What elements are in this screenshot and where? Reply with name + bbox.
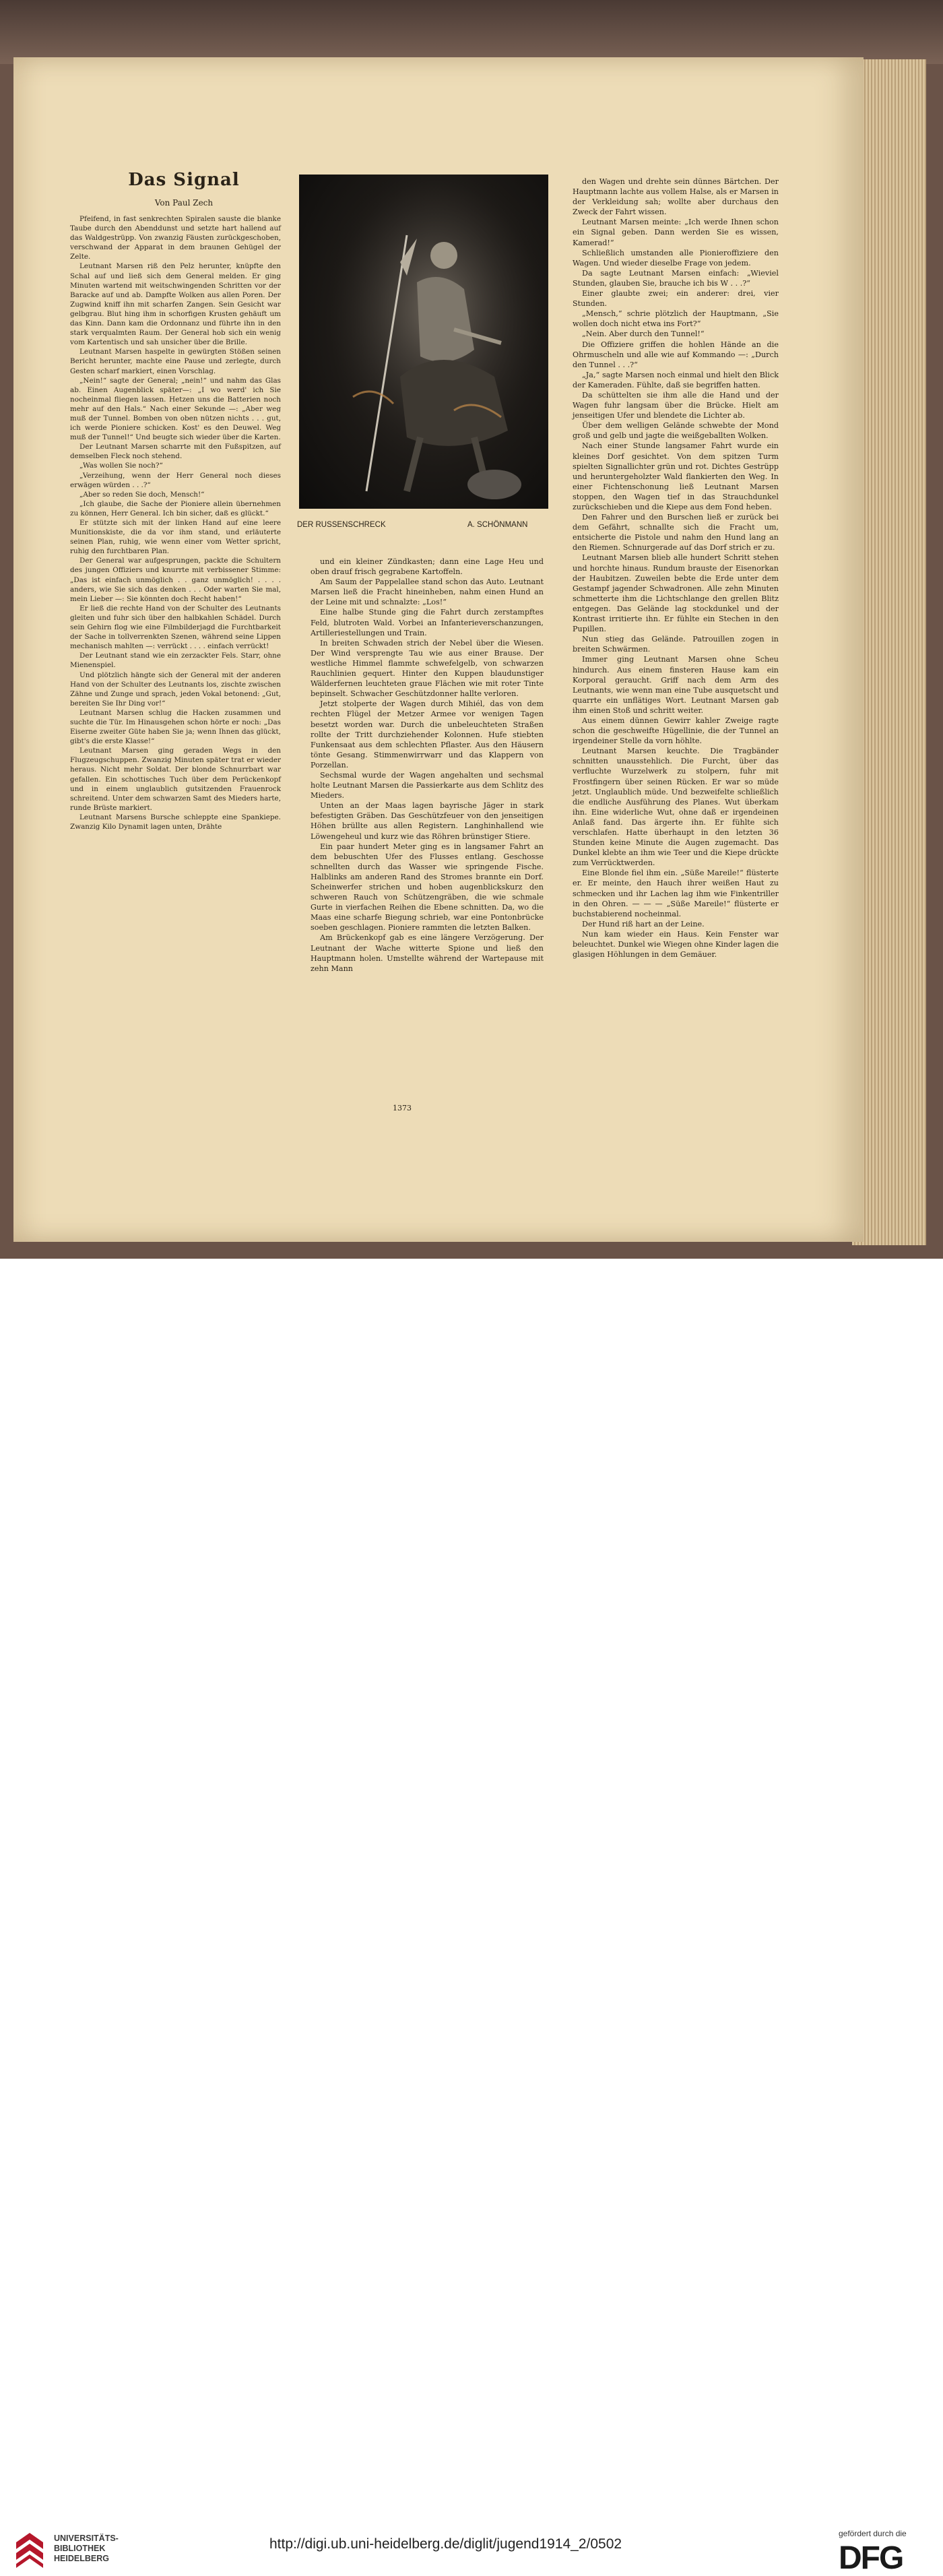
paragraph: Leutnant Marsen haspelte in gewürgten Stößen seinen Bericht herunter, machte eine Pause und zerlegte, durch Gesten scharf markiert, einen Vorschlag. xyxy=(70,348,281,375)
paragraph: Der Leutnant stand wie ein zerzackter Fels. Starr, ohne Mienenspiel. xyxy=(70,652,281,670)
paragraph: Der Hund riß hart an der Leine. xyxy=(582,919,705,929)
paragraph: Leutnant Marsen meinte: „Ich werde Ihnen schon ein Signal geben. Dann werden Sie es wissen, Kamerad!“ xyxy=(573,218,779,247)
book-cover-top xyxy=(0,0,943,64)
paragraph: Jetzt stolperte der Wagen durch Mihiél, das von dem rechten Flügel der Metzer Armee vor wenigen Tagen besetzt worden war. Durch die unbeleuchteten Straßen rollte der Tritt durchziehender Kolonnen. Hufe stiebten Funkensaat aus dem schlechten Pflaster. Aus den Häusern tönte Gesang. Stimmenwirrwarr und das Klappern von Porzellan. xyxy=(311,699,544,769)
paragraph: Eine halbe Stunde ging die Fahrt durch zerstampftes Feld, blutroten Wald. Vorbei an Infanterieverschanzungen, Artilleriestellungen und Train. xyxy=(311,608,544,637)
library-name-line: BIBLIOTHEK xyxy=(54,2544,106,2553)
paragraph: Schließlich umstanden alle Pionieroffiziere den Wagen. Und wieder dieselbe Frage von jedem. xyxy=(573,248,779,268)
paragraph: Der Leutnant Marsen scharrte mit den Fußspitzen, auf demselben Fleck noch stehend. xyxy=(70,443,281,461)
paragraph: Der General war aufgesprungen, packte die Schultern des jungen Offiziers und knurrte mit verbissener Stimme: „Das ist einfach unmöglich . . ganz unmöglich! . . . . anders, wie Sie sich das denken . . . Oder warten Sie mal, mein Lieber —: Sie könnten doch Recht haben!“ xyxy=(70,557,281,603)
paragraph: „Nein. Aber durch den Tunnel!“ xyxy=(582,329,705,339)
paragraph: Leutnant Marsens Bursche schleppte eine Spankiepe. Zwanzig Kilo Dynamit lagen unten, Drähte xyxy=(70,813,281,831)
paragraph: Nach einer Stunde langsamer Fahrt wurde ein kleines Dorf gesichtet. Von dem spitzen Turm spielten Signallichter grün und rot. Dichtes Gestrüpp und heruntergeholzter Wald flankierten den Weg. In einer Fichtenschonung ließ Leutnant Marsen stoppen, den Wagen tief in das Strauchdunkel zurückschieben und die Kiepe aus dem Fond heben. xyxy=(573,441,779,511)
paragraph: Leutnant Marsen riß den Pelz herunter, knüpfte den Schal auf und ließ sich dem General melden. Er ging Minuten wartend mit weitschwingenden Schritten vor der Baracke auf und ab. Dampfte Wolken aus allen Poren. Der Zugwind kniff ihn mit scharfen Zangen. Sein Gesicht war gelbgrau. Blut hing ihm in schorfigen Krusten gehäuft um das Kinn. Dann kam die Ordonnanz und führte ihn in den stark verqualmten Raum. Der General hob sich ein wenig vom Kartentisch und sah unsicher über die Brille. xyxy=(70,262,281,347)
paragraph: Und plötzlich hängte sich der General mit der anderen Hand von der Schulter des Leutnants los, zischte zwischen Zähne und Zunge und sprach, jeden Vokal betonend: „Gut, bereiten Sie Ihr Ding vor!“ xyxy=(70,670,281,708)
paragraph: Leutnant Marsen schlug die Hacken zusammen und suchte die Tür. Im Hinausgehen schon hörte er noch: „Das Eiserne zweiter Güte haben Sie ja; wenn Ihnen das glückt, gibt's die erste Klasse!“ xyxy=(70,708,281,746)
paragraph: Am Saum der Pappelallee stand schon das Auto. Leutnant Marsen ließ die Fracht hineinheben, nahm einen Hund an der Leine mit und schnalzte: „Los!“ xyxy=(311,577,544,607)
funder-label: gefördert durch die xyxy=(839,2529,907,2538)
paragraph: Nun kam wieder ein Haus. Kein Fenster war beleuchtet. Dunkel wie Wiegen ohne Kinder lagen die glasigen Höhlungen in dem Gemäuer. xyxy=(573,929,779,960)
university-library-logo-icon xyxy=(12,2529,47,2569)
paragraph: Da schüttelten sie ihm alle die Hand und der Wagen fuhr langsam über die Brücke. Hielt am jenseitigen Ufer und blendete die Lichter ab. xyxy=(573,390,779,420)
paragraph: Einer glaubte zwei; ein anderer: drei, vier Stunden. xyxy=(573,289,779,309)
paragraph: Die Offiziere griffen die hohlen Hände an die Ohrmuscheln und alle wie auf Kommando —: „Durch den Tunnel . . .?“ xyxy=(573,340,779,369)
article-title: Das Signal xyxy=(128,170,240,190)
paragraph: Pfeifend, in fast senkrechten Spiralen sauste die blanke Taube durch den Abenddunst und setzte hart hallend auf das Waldgestrüpp. Von zwanzig Fäusten zurückgeschoben, verschwand der Apparat in dem braunen Gehügel der Zelte. xyxy=(70,215,281,261)
article-byline: Von Paul Zech xyxy=(154,198,214,208)
text-column-2 xyxy=(311,557,544,974)
paragraph: Er stützte sich mit der linken Hand auf eine leere Munitionskiste, die da vor ihm stand, und erläuterte seinen Plan, ruhig, wie wenn einer vom Wetter spricht, ruhig den furchtbaren Plan. xyxy=(70,519,281,556)
paragraph: In breiten Schwaden strich der Nebel über die Wiesen. Der Wind versprengte Tau wie aus einer Brause. Der westliche Himmel flammte schwefelgelb, von schwarzen Rauchlinien gequert. Hinter den Kuppen blaudunstiger Wälderfernen leuchteten graue Flächen wie mit roter Tinte bepinselt. Schwacher Geschützdonner hallte verloren. xyxy=(311,638,544,699)
text-column-1 xyxy=(70,214,281,831)
paragraph: „Nein!“ sagte der General; „nein!“ und nahm das Glas ab. Einen Augenblick später—: „I wo werd' ich Sie nocheinmal fliegen lassen. Hetzen uns die Batterien noch mehr auf den Hals.“ Nach einer Sekunde —: „Aber weg muß der Tunnel. Bomben von oben nützen nichts . . . gut, ich werde Pioniere schicken. Kost' es den Deuwel. Weg muß der Tunnel!“ Und beugte sich wieder über die Karten. xyxy=(70,376,281,442)
paragraph: „Mensch,“ schrie plötzlich der Hauptmann, „Sie wollen doch nicht etwa ins Fort?“ xyxy=(573,309,779,329)
illustration-russenschreck xyxy=(299,175,548,509)
page-number: 1373 xyxy=(393,1104,412,1112)
paragraph: Den Fahrer und den Burschen ließ er zurück bei dem Gefährt, schnallte sich die Fracht um, entsicherte die Pistole und nahm den Hund lang an den Riemen. Schnurgerade auf das Dorf strich er zu. xyxy=(573,513,779,553)
paragraph: Leutnant Marsen blieb alle hundert Schritt stehen und horchte hinaus. Rundum brauste der Eisenorkan der Haubitzen. Zuweilen bebte die Erde unter dem Gestampf jagender Schwadronen. Alle zehn Minuten schmetterte ihm die Lichtschlange den grellen Blitz entgegen. Das Gelände lag stockdunkel und der Kontrast irritierte ihn. Er fühlte ein Stechen in den Pupillen. xyxy=(573,553,779,634)
paragraph: „Verzeihung, wenn der Herr General noch dieses erwägen würden . . .?“ xyxy=(70,471,281,489)
illustration-drawing xyxy=(299,175,548,509)
paragraph: Nun stieg das Gelände. Patrouillen zogen in breiten Schwärmen. xyxy=(573,635,779,654)
paragraph: und ein kleiner Zündkasten; dann eine Lage Heu und oben drauf frisch gegrabene Kartoffeln. xyxy=(311,557,544,577)
library-name-line: UNIVERSITÄTS- xyxy=(54,2534,119,2543)
paragraph: Immer ging Leutnant Marsen ohne Scheu hindurch. Aus einem finsteren Hause kam ein Korporal geraucht. Griff nach dem Arm des Leutnants, wie wenn man eine Tube ausquetscht und quarrte ein unflätiges Wort. Leutnant Marsen gab ihm einen Stoß und schritt weiter. xyxy=(573,655,779,715)
library-name-line: HEIDELBERG xyxy=(54,2554,109,2563)
illustration-caption: DER RUSSENSCHRECK xyxy=(297,521,386,529)
paragraph: Am Brückenkopf gab es eine längere Verzögerung. Der Leutnant der Wache witterte Spione und ließ den Hauptmann holen. Umstellte während der Wartepause mit zehn Mann xyxy=(311,933,544,973)
paragraph: Unten an der Maas lagen bayrische Jäger in stark befestigten Gräben. Das Geschützfeuer von den jenseitigen Höhen brüllte aus allen Registern. Langhinhallend wie Löwengeheul und kurz wie das Röhren brünstiger Stiere. xyxy=(311,801,544,841)
paragraph: Über dem welligen Gelände schwebte der Mond groß und gelb und jagte die weißgeballten Wolken. xyxy=(573,421,779,441)
text-column-3 xyxy=(573,177,779,960)
paragraph: „Ja,“ sagte Marsen noch einmal und hielt den Blick der Kameraden. Fühlte, daß sie begriffen hatten. xyxy=(573,370,779,389)
paragraph: Eine Blonde fiel ihm ein. „Süße Mareile!“ flüsterte er. Er meinte, den Hauch ihrer weißen Haut zu schmecken und ihr Lachen lag ihm wie Finkentriller in den Ohren. — — — „Süße Mareile!“ flüsterte er buchstabierend nocheinmal. xyxy=(573,869,779,918)
paragraph: Ein paar hundert Meter ging es in langsamer Fahrt an dem bebuschten Ufer des Flusses entlang. Geschosse schnellten durch das Wasser wie springende Fische. Halblinks am anderen Rand des Stromes brannte ein Dorf. Scheinwerfer strichen und hoben augenblickskurz den schweren Rauch von Schützengräben, die wie schmale Gurte in vierfachen Reihen die Ebene schnitten. Da, wo die Maas eine scharfe Biegung schrieb, war eine Pontonbrücke soeben geschlagen. Pioniere rammten die letzten Balken. xyxy=(311,842,544,933)
paragraph: Er ließ die rechte Hand von der Schulter des Leutnants gleiten und fuhr sich über den halbkahlen Schädel. Durch sein Gehirn flog wie eine Filmbilderjagd die Furchtbarkeit der Sache in tollverrenkten Szenen, während seine Lippen mechanisch mahlten —: verrückt . . . . einfach verrückt! xyxy=(70,604,281,651)
university-library-name xyxy=(54,2534,119,2564)
illustration-artist: A. SCHÖNMANN xyxy=(467,521,528,529)
permalink-url[interactable]: http://digi.ub.uni-heidelberg.de/diglit/jugend1914_2/0502 xyxy=(269,2536,622,2552)
paragraph: „Was wollen Sie noch?“ xyxy=(79,462,163,470)
paragraph: Da sagte Leutnant Marsen einfach: „Wieviel Stunden, glauben Sie, brauche ich bis W . . .?“ xyxy=(573,268,779,288)
paragraph: „Ich glaube, die Sache der Pioniere allein übernehmen zu können, Herr General. Ich bin sicher, daß es glückt.“ xyxy=(70,499,281,517)
paragraph: „Aber so reden Sie doch, Mensch!“ xyxy=(79,490,205,499)
digitization-footer xyxy=(0,1259,943,2576)
paragraph: Aus einem dünnen Gewirr kahler Zweige ragte schon die geschweifte Hügellinie, die der Tunnel an irgendeiner Stelle da vorn höhlte. xyxy=(573,716,779,746)
paragraph: Sechsmal wurde der Wagen angehalten und sechsmal holte Leutnant Marsen die Passierkarte aus dem Schlitz des Mieders. xyxy=(311,770,544,800)
book-scan xyxy=(0,0,943,1259)
paragraph: Leutnant Marsen ging geraden Wegs in den Flugzeugschuppen. Zwanzig Minuten später trat er wieder heraus. Nicht mehr Soldat. Der blonde Schnurrbart war gefallen. Ein schottisches Tuch über dem Perückenkopf und in einem unglaublich gutsitzenden Frauenrock schreitend. Unter dem schwarzen Samt des Mieders harte, runde Brüste markiert. xyxy=(70,747,281,812)
paragraph: Leutnant Marsen keuchte. Die Tragbänder schnitten unausstehlich. Die Furcht, über das verfluchte Wurzelwerk zu stolpern, fuhr mit Frostfingern über seinen Rücken. Er war so müde jetzt. Unglaublich müde. Und bezweifelte schließlich die endliche Ausführung des Planes. Wut überkam ihn. Eine widerliche Wut, ohne daß er irgendeinen Anlaß fand. Das ärgerte ihn. Er fühlte sich verschlafen. Hatte überhaupt in den letzten 36 Stunden keine Minute die Augen zugemacht. Das Dunkel klebte an ihm wie Teer und die Kiepe drückte zum Verrücktwerden. xyxy=(573,747,779,868)
paragraph: den Wagen und drehte sein dünnes Bärtchen. Der Hauptmann lachte aus vollem Halse, als er Marsen in der Verkleidung sah; wollte aber durchaus den Zweck der Fahrt wissen. xyxy=(573,177,779,217)
dfg-logo: DFG xyxy=(839,2540,903,2576)
